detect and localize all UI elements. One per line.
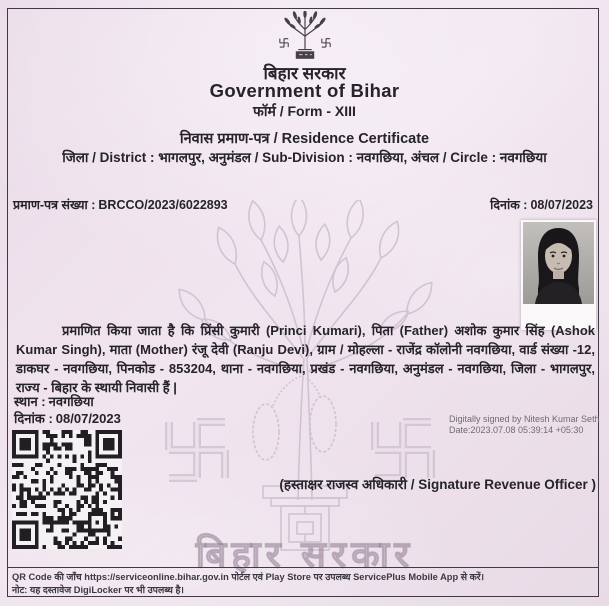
qr-code: [12, 430, 122, 549]
issue-date-top-value: 08/07/2023: [530, 198, 593, 212]
issue-date-label: दिनांक :: [14, 411, 53, 426]
footer-qr-verification-line: QR Code की जाँच https://serviceonline.bihar.gov.in पोर्टल एवं Play Store पर उपलब्ध ServicePlus Mobile App से करें।: [12, 572, 485, 582]
applicant-photo: [521, 220, 596, 330]
swastika-watermark-left-icon: [169, 422, 225, 478]
digital-signature-line2: Date:2023.07.08 05:39:14 +05:30: [449, 425, 584, 435]
government-title-hindi: बिहार सरकार: [263, 64, 346, 83]
issue-date: [14, 409, 124, 427]
swastika-left-icon: [280, 39, 288, 47]
footer-note: [12, 571, 599, 596]
issue-date-top: [490, 196, 596, 213]
swastika-right-icon: [322, 39, 330, 47]
certificate-number-value: BRCCO/2023/6022893: [98, 198, 228, 212]
form-number-line: फॉर्म / Form - XIII: [253, 103, 356, 119]
government-title-english: Government of Bihar: [209, 80, 400, 101]
issue-date-value: 08/07/2023: [55, 411, 121, 426]
certificate-number-label: प्रमाण-पत्र संख्या :: [13, 198, 96, 212]
certificate-number: [13, 196, 231, 213]
issue-date-top-label: दिनांक :: [490, 198, 528, 212]
footer-digilocker-line: नोट: यह दस्तावेज DigiLocker पर भी उपलब्ध है।: [12, 584, 184, 595]
certificate-title: निवास प्रमाण-पत्र / Residence Certificate: [179, 131, 430, 147]
issue-place-value: नवगछिया: [48, 394, 94, 409]
digital-signature-line1: Digitally signed by Nitesh Kumar Seth: [449, 414, 600, 424]
applicant-portrait-icon: [523, 222, 594, 304]
swastika-watermark-right-icon: [375, 422, 431, 478]
watermark-text: बिहार सरकार: [195, 534, 415, 575]
district-subdivision-circle-line: जिला / District : भागलपुर, अनुमंडल / Sub-Division : नवगछिया, अंचल / Circle : नवगछिया: [62, 150, 547, 165]
footer-divider: [7, 567, 599, 568]
issue-place-label: स्थान :: [14, 394, 46, 409]
bihar-state-emblem-icon: [269, 11, 341, 63]
certificate-body-paragraph: प्रमाणित किया जाता है कि प्रिंसी कुमारी (Princi Kumari), पिता (Father) अशोक कुमार सिंह (Ashok Kumar Singh), माता (Mother) रंजू देवी (Ranju Devi), ग्राम / मोहल्ला - राजेंद्र कॉलोनी नवगछिया, वार्ड संख्या -12, डाकघर - नवगछिया, पिनकोड - 853204, थाना - नवगछिया, प्रखंड - नवगछिया, अनुमंडल - नवगछिया, जिला - भागलपुर, राज्य - बिहार के स्थायी निवासी हैं |: [16, 323, 595, 395]
signature-revenue-officer-line: (हस्ताक्षर राजस्व अधिकारी / Signature Revenue Officer ): [279, 477, 596, 492]
digital-signature: [449, 414, 609, 436]
issue-place: [14, 392, 97, 410]
